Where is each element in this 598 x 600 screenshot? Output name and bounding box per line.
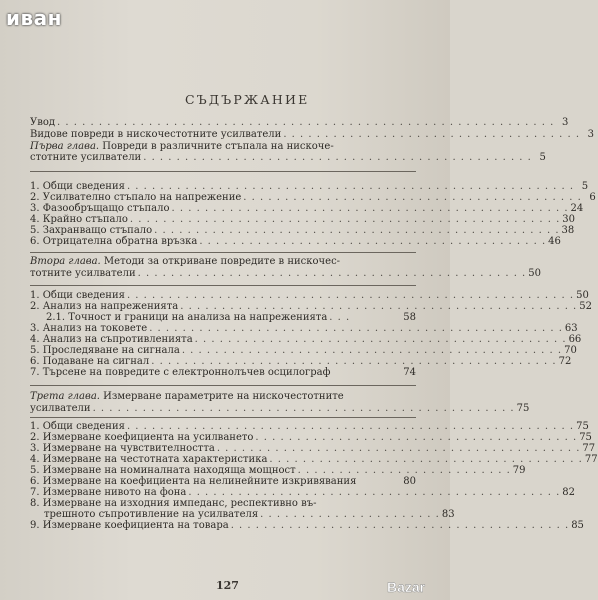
leader-dots: . . . . . . . . . . . . . . . . . . . . . . . . . . . . . . . . . . . . . . . . . . . . . . . — [143, 152, 532, 163]
leader-dots: . . . . . . . . . . . . . . . . . . . . . . . . . . . . . . . . . . . . . . . . . . . . . . . . — [171, 203, 569, 214]
toc-entry-page: 5 — [539, 152, 546, 163]
divider — [30, 171, 416, 172]
toc-entry-text: 6. Отрицателна обратна връзка — [30, 236, 198, 247]
toc-entry-text: 5. Проследяване на сигнала — [30, 345, 180, 356]
toc-entry-page: 75 — [576, 421, 589, 432]
bazar-logo-text: Bazar — [387, 579, 426, 595]
leader-dots: . . . . . . . . . . . . . . . . . . . . . . . . . . . . . . . . . . . . . . . . . . . . — [216, 443, 581, 454]
toc-row — [30, 421, 589, 432]
toc-row — [30, 301, 592, 312]
toc-row — [30, 487, 575, 498]
toc-entry-page: 30 — [562, 214, 576, 225]
toc-row — [30, 345, 577, 356]
toc-entry-text: 2.1. Точност и граници на анализа на напреженията — [46, 312, 328, 323]
toc-entry-page: 74 — [403, 367, 416, 378]
toc-row — [30, 323, 578, 334]
toc-entry-text: 9. Измерване коефициента на товара — [30, 520, 229, 531]
leader-dots: . . . . . . . . . . . . . . . . . . . . . . . . . . . . . . . . . . . . . . . . . . . . . . . . . . . . . . — [126, 290, 575, 301]
toc-entry-text: 4. Измерване на честотната характеристика — [30, 454, 268, 465]
toc-row — [30, 203, 584, 214]
chapter-title-line: Методи за откриване повредите в нискочес- — [100, 256, 341, 267]
leader-dots: . . . . . . . . . . . . . . . . . . . . . . . . . . . . . . . . . . . . . . . . . . . . . . . . . . . — [92, 403, 515, 414]
toc-entry-page: 77 — [582, 443, 596, 454]
toc-entry-text: 1. Общи сведения — [30, 181, 125, 192]
toc-row — [30, 465, 526, 476]
toc-row — [30, 181, 589, 192]
toc-row — [30, 192, 596, 203]
chapter-3-heading-cont — [30, 403, 530, 414]
toc-entry-page: 50 — [576, 290, 589, 301]
toc-entry-text: Видове повреди в нискочестотните усилватели — [30, 129, 282, 140]
leader-dots: . . . . . . . . . . . . . . . . . . . . . . . . . . . . . . . . . . . . . . . . . . . . . . . . . . . . . . — [126, 421, 575, 432]
chapter-2-heading — [30, 256, 416, 267]
divider — [30, 252, 416, 253]
toc-row-cont — [44, 509, 455, 520]
leader-dots: . . . . . . . . . . . . . . . . . . . . . . . . . . . . . . . . . . . . . . . . . . . . . . . . — [180, 301, 578, 312]
toc-entry-text: 8. Измерване на изходния импеданс, респективно въ- — [30, 498, 317, 509]
toc-entry-text: 7. Търсене на повредите с електроннолъчев осцилограф — [30, 367, 331, 378]
toc-row — [30, 432, 592, 443]
toc-entry-text: 2. Анализ на напреженията — [30, 301, 179, 312]
toc-entry-text: трешното съпротивление на усилвателя — [44, 509, 259, 520]
toc-entry-text: 6. Измерване на коефициента на нелинейните изкривявания — [30, 476, 357, 487]
chapter-title-line: стотните усилватели — [30, 152, 142, 163]
leader-dots: . . . . . . . . . . . . . . . . . . . . . . . . . . . . . . . . . . . . . . . . . . . . . — [188, 487, 561, 498]
toc-row — [30, 443, 596, 454]
toc-entry-text: 5. Захранващо стъпало — [30, 225, 153, 236]
toc-entry-page: 85 — [571, 520, 584, 531]
chapter-1-heading — [30, 141, 416, 152]
chapter-label: Трета глава. — [30, 391, 100, 402]
divider — [30, 385, 416, 386]
toc-row — [30, 454, 598, 465]
toc-row — [30, 520, 584, 531]
chapter-1-heading-cont — [30, 152, 546, 163]
toc-row — [30, 214, 576, 225]
toc-entry-page: 38 — [561, 225, 575, 236]
chapter-label: Първа глава. — [30, 141, 100, 152]
toc-row-intro — [30, 117, 569, 128]
leader-dots: . . . . . . . . . . . . . . . . . . . . . . . . . . . . . . . . . . . . . . — [269, 454, 583, 465]
leader-dots: . . . . . . . . . . . . . . . . . . . . . . . . . . . . . . . . . . . . . . . . . . . . . . — [181, 345, 563, 356]
toc-entry-page: 63 — [564, 323, 578, 334]
toc-row — [30, 334, 582, 345]
leader-dots: . . . . . . . . . . . . . . . . . . . . . . . . . . . . . . . . . . . . . . . . . . . . . . . — [137, 268, 527, 279]
leader-dots: . . . . . . . . . . . . . . . . . . . . . . — [260, 509, 440, 520]
chapter-3-heading — [30, 391, 416, 402]
toc-entry-text: 1. Общи сведения — [30, 290, 125, 301]
leader-dots: . . . . . . . . . . . . . . . . . . . . . . . . . . — [297, 465, 511, 476]
toc-row-types — [30, 129, 595, 140]
divider — [30, 417, 416, 418]
toc-row-sub — [46, 312, 416, 323]
toc-row — [30, 498, 416, 509]
toc-row — [30, 290, 589, 301]
toc-entry-page: 70 — [564, 345, 577, 356]
toc-entry-text: Увод — [30, 117, 56, 128]
toc-entry-page: 46 — [548, 236, 561, 247]
toc-entry-page: 50 — [528, 268, 541, 279]
page-number: 127 — [216, 579, 239, 592]
leader-dots: . . . . . . . . . . . . . . . . . . . . . . . . . . . . . . . . . . . . . . . . . . . . . . . . . — [154, 225, 560, 236]
chapter-label: Втора глава. — [30, 256, 101, 267]
chapter-title-line: тотните усилватели — [30, 268, 136, 279]
toc-entry-page: 80 — [403, 476, 416, 487]
leader-dots: . . . . . . . . . . . . . . . . . . . . . . . . . . . . . . . . . . . . . . . — [255, 432, 578, 443]
toc-entry-text: 2. Усилвателно стъпало на напрежение — [30, 192, 242, 203]
watermark: иван — [6, 6, 62, 30]
chapter-title-line: Измерване параметрите на нискочестотните — [99, 391, 344, 402]
toc-entry-page: 3 — [561, 117, 569, 128]
toc-entry-page: 24 — [570, 203, 584, 214]
toc-entry-page: 52 — [579, 301, 592, 312]
leader-dots: . . . . . . . . . . . . . . . . . . . . . . . . . . . . . . . . . . . . . . . . . . . . . . . . . . — [149, 323, 563, 334]
leader-dots: . . . . . . . . . . . . . . . . . . . . . . . . . . . . . . . . . . . . . . . . . . . . . . . . . . . . . . — [126, 181, 575, 192]
toc-entry-page: 58 — [403, 312, 416, 323]
toc-entry-page: 5 — [581, 181, 589, 192]
leader-dots: . . . . . . . . . . . . . . . . . . . . . . . . . . . . . . . . . . . . . . . . . . — [199, 236, 547, 247]
toc-entry-page: 83 — [441, 509, 455, 520]
toc-entry-text: 4. Анализ на съпротивленията — [30, 334, 193, 345]
toc-entry-page: 75 — [516, 403, 530, 414]
toc-entry-text: 6. Подаване на сигнал — [30, 356, 150, 367]
leader-dots: . . . . . . . . . . . . . . . . . . . . . . . . . . . . . . . . . . . . . . . . . . . . . . . . . . . . . . . . . . . . — [57, 117, 555, 128]
leader-dots: . . . . . . . . . . . . . . . . . . . . . . . . . . . . . . . . . . . . . . . . . . . . . . . . . — [151, 356, 557, 367]
toc-row — [30, 236, 561, 247]
toc-row — [30, 225, 575, 236]
toc-entry-page: 6 — [589, 192, 596, 203]
toc-entry-page: 72 — [558, 356, 572, 367]
leader-dots: . . . . . . . . . . . . . . . . . . . . . . . . . . . . . . . . . . . . . . . . . . . . . . . . . . . . — [129, 214, 561, 225]
toc-entry-page: 66 — [568, 334, 582, 345]
toc-entry-text: 3. Анализ на токовете — [30, 323, 148, 334]
leader-dots: . . . — [329, 312, 351, 323]
leader-dots: . . . . . . . . . . . . . . . . . . . . . . . . . . . . . . . . . . . . . . . . . — [243, 192, 582, 203]
toc-entry-text: 3. Фазообръщащо стъпало — [30, 203, 170, 214]
leader-dots: . . . . . . . . . . . . . . . . . . . . . . . . . . . . . . . . . . . . . . . . . . . . . — [194, 334, 567, 345]
toc-entry-page: 3 — [587, 129, 595, 140]
chapter-title-line: усилватели — [30, 403, 91, 414]
leader-dots: . . . . . . . . . . . . . . . . . . . . . . . . . . . . . . . . . . . . — [283, 129, 581, 140]
toc-entry-text: 5. Измерване на номиналната находяща мощност — [30, 465, 296, 476]
toc-entry-text: 1. Общи сведения — [30, 421, 125, 432]
leader-dots: . . . . . . . . . . . . . . . . . . . . . . . . . . . . . . . . . . . . . . . . . — [230, 520, 570, 531]
chapter-2-heading-cont — [30, 268, 541, 279]
divider — [30, 285, 416, 286]
toc-row — [30, 476, 416, 487]
bazar-logo — [386, 577, 442, 597]
toc-entry-page: 79 — [512, 465, 526, 476]
toc-entry-page: 77 — [584, 454, 598, 465]
toc-entry-text: 2. Измерване коефициента на усилването — [30, 432, 254, 443]
toc-row — [30, 356, 572, 367]
toc-entry-text: 3. Измерване на чувствителността — [30, 443, 215, 454]
chapter-title-line: Повреди в различните стъпала на нискоче- — [99, 141, 334, 152]
toc-row — [30, 367, 416, 378]
toc-entry-page: 75 — [579, 432, 592, 443]
toc-entry-text: 7. Измерване нивото на фона — [30, 487, 187, 498]
page-title: СЪДЪРЖАНИЕ — [185, 92, 310, 107]
toc-entry-page: 82 — [562, 487, 575, 498]
toc-entry-text: 4. Крайно стъпало — [30, 214, 128, 225]
